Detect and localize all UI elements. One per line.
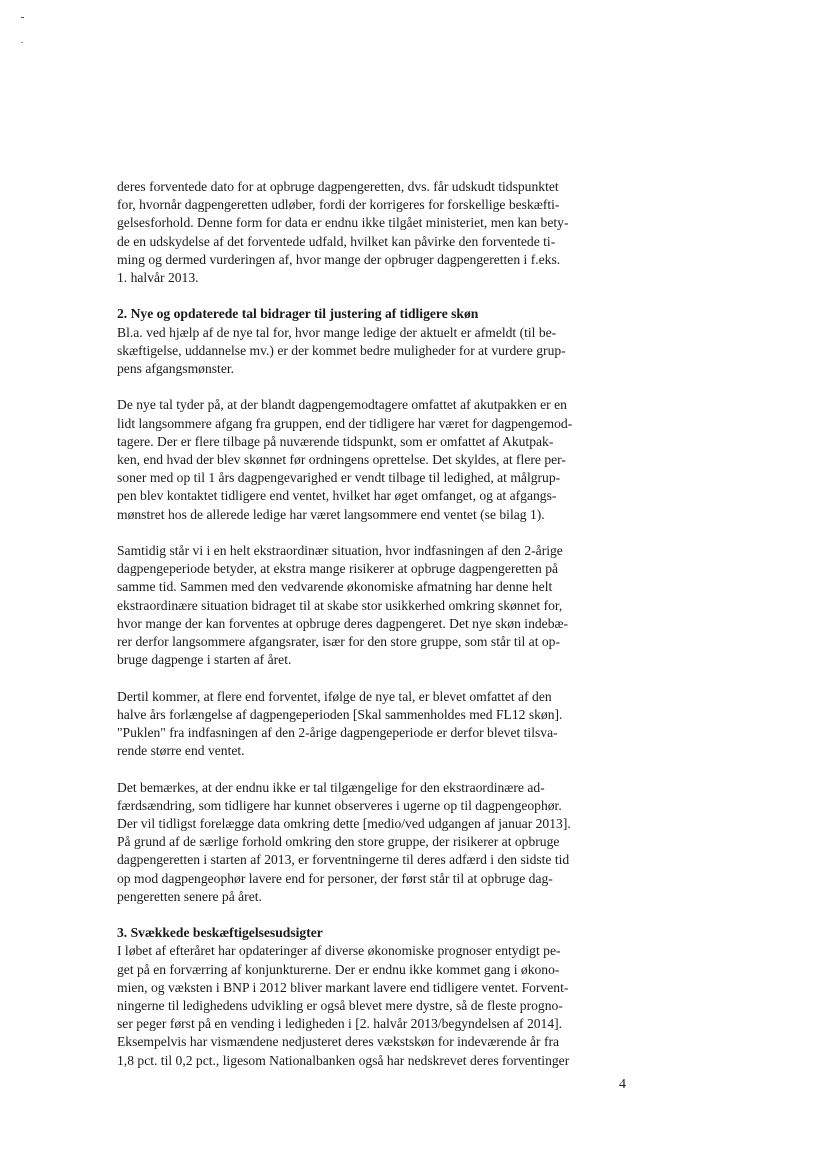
text-line: lidt langsommere afgang fra gruppen, end der tidligere har været for dagpengemod- xyxy=(117,415,573,431)
text-line: Samtidig står vi i en helt ekstraordinær situation, hvor indfasningen af den 2-årige xyxy=(117,543,563,559)
paragraph xyxy=(117,542,572,669)
text-line: tagere. Der er flere tilbage på nuværende tidspunkt, som er omfattet af Akutpak- xyxy=(117,433,554,449)
text-line: På grund af de særlige forhold omkring den store gruppe, der risikerer at opbruge xyxy=(117,834,560,850)
paragraph xyxy=(117,396,572,523)
text-line: ser peger først på en vending i ledigheden i [2. halvår 2013/begyndelsen af 2014]. xyxy=(117,1016,563,1032)
text-line: halve års forlængelse af dagpengeperioden [Skal sammenholdes med FL12 skøn]. xyxy=(117,706,563,722)
text-line: deres forventede dato for at opbruge dagpengeretten, dvs. får udskudt tidspunktet xyxy=(117,179,559,194)
page-number: 4 xyxy=(619,1077,626,1092)
text-line: "Puklen" fra indfasningen af den 2-årige dagpengeperiode er derfor blevet tilsva- xyxy=(117,725,558,741)
text-line: ningerne til ledighedens udvikling er også blevet mere dystre, så de fleste progno- xyxy=(117,998,563,1014)
text-line: pen blev kontaktet tidligere end ventet, hvilket har øget omfanget, og at afgangs- xyxy=(117,488,557,504)
text-line: Dertil kommer, at flere end forventet, ifølge de nye tal, er blevet omfattet af den xyxy=(117,688,552,704)
document-body xyxy=(117,178,572,1088)
text-line: Der vil tidligst forelægge data omkring dette [medio/ved udgangen af januar 2013]. xyxy=(117,816,571,832)
text-line: hvor mange der kan forventes at opbruge deres dagpengeret. Det nye skøn indebæ- xyxy=(117,615,569,631)
text-line: dagpengeperiode betyder, at ekstra mange risikerer at opbruge dagpengeretten på xyxy=(117,561,559,577)
heading-text: 2. Nye og opdaterede tal bidrager til justering af tidligere skøn xyxy=(117,306,479,322)
text-line: samme tid. Sammen med den vedvarende økonomiske afmatning har denne helt xyxy=(117,579,553,595)
text-line: 1,8 pct. til 0,2 pct., ligesom Nationalbanken også har nedskrevet deres forventinger xyxy=(117,1052,570,1068)
section-heading xyxy=(117,305,572,323)
paragraph xyxy=(117,942,572,1069)
text-line: Bl.a. ved hjælp af de nye tal for, hvor mange ledige der aktuelt er afmeldt (til be- xyxy=(117,324,557,340)
text-line: rende større end ventet. xyxy=(117,743,245,759)
text-line: de en udskydelse af det forventede udfald, hvilket kan påvirke den forventede ti- xyxy=(117,233,556,249)
text-line: pens afgangsmønster. xyxy=(117,361,235,377)
text-line: for, hvornår dagpengeretten udløber, fordi der korrigeres for forskellige beskæfti- xyxy=(117,197,560,213)
text-line: mien, og væksten i BNP i 2012 bliver markant lavere end tidligere ventet. Forvent- xyxy=(117,979,569,995)
paragraph xyxy=(117,324,572,379)
paragraph xyxy=(117,779,572,906)
text-line: op mod dagpengeophør lavere end for personer, der først står til at opbruge dag- xyxy=(117,870,553,886)
text-line: bruge dagpenge i starten af året. xyxy=(117,652,292,668)
paragraph xyxy=(117,688,572,761)
text-line: ming og dermed vurderingen af, hvor mange der opbruger dagpengeretten i f.eks. xyxy=(117,251,561,267)
text-line: færdsændring, som tidligere har kunnet observeres i ugerne op til dagpengeophør. xyxy=(117,797,562,813)
text-line: dagpengeretten i starten af 2013, er forventningerne til deres adfærd i den sidste tid xyxy=(117,852,570,868)
text-line: 1. halvår 2013. xyxy=(117,270,199,286)
text-line: mønstret hos de allerede ledige har været langsommere end ventet (se bilag 1). xyxy=(117,506,545,522)
text-line: get på en forværring af konjunkturerne. Der er endnu ikke kommet gang i økono- xyxy=(117,961,560,977)
text-line: rer derfor langsommere afgangsrater, især for den store gruppe, som står til at op- xyxy=(117,634,560,650)
scan-mark xyxy=(21,17,24,18)
text-line: ekstraordinære situation bidraget til at skabe stor usikkerhed omkring skønnet for, xyxy=(117,597,563,613)
text-line: ken, end hvad der blev skønnet før ordningens oprettelse. Det skyldes, at flere per- xyxy=(117,452,566,468)
section-heading xyxy=(117,924,572,942)
text-line: pengeretten senere på året. xyxy=(117,888,262,904)
text-line: soner med op til 1 års dagpengevarighed er vendt tilbage til ledighed, at målgrup- xyxy=(117,470,561,486)
text-line: De nye tal tyder på, at der blandt dagpengemodtagere omfattet af akutpakken er en xyxy=(117,397,567,413)
paragraph xyxy=(117,178,572,287)
scan-mark xyxy=(21,42,23,43)
text-line: skæftigelse, uddannelse mv.) er der kommet bedre muligheder for at vurdere grup- xyxy=(117,342,566,358)
heading-text: 3. Svækkede beskæftigelsesudsigter xyxy=(117,925,323,941)
text-line: gelsesforhold. Denne form for data er endnu ikke tilgået ministeriet, men kan bety- xyxy=(117,215,569,231)
text-line: Det bemærkes, at der endnu ikke er tal tilgængelige for den ekstraordinære ad- xyxy=(117,779,545,795)
text-line: Eksempelvis har vismændene nedjusteret deres vækstskøn for indeværende år fra xyxy=(117,1034,560,1050)
text-line: I løbet af efteråret har opdateringer af diverse økonomiske prognoser entydigt pe- xyxy=(117,943,561,959)
